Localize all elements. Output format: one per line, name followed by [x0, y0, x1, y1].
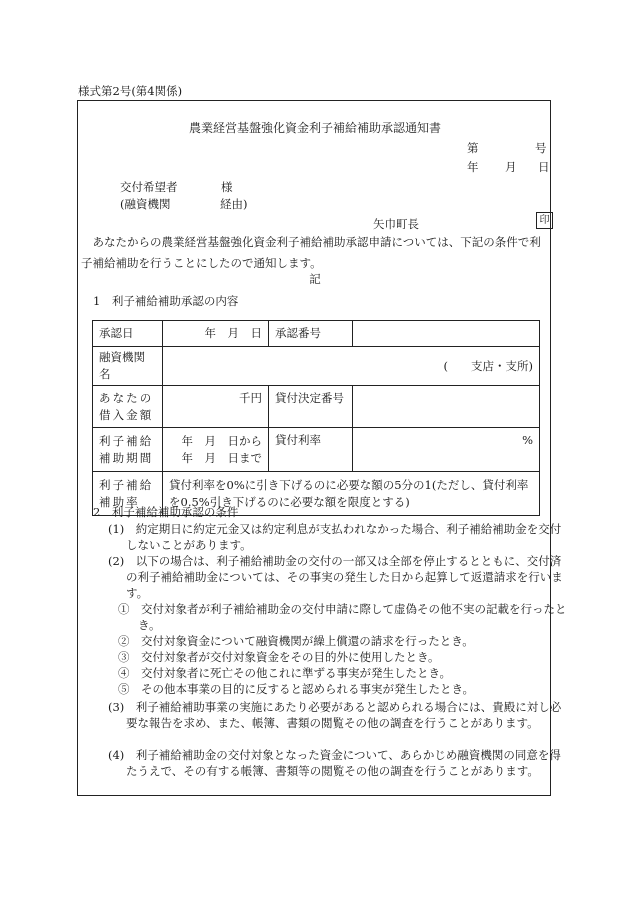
issuer-name: 矢巾町長 — [373, 217, 419, 231]
subsidy-rate-value: 貸付利率を0%に引き下げるのに必要な額の5分の1(ただし、貸付利率を0.5%引き下げるのに必要な額を限度とする) — [163, 472, 540, 516]
bank-name-label: 融資機関名 — [93, 347, 163, 386]
via-bank-suffix: 経由) — [220, 197, 248, 211]
approval-date-value: 年 月 日 — [163, 321, 269, 347]
approval-table — [92, 320, 540, 516]
loan-decision-value — [353, 386, 540, 428]
recipient-honorific: 様 — [221, 180, 233, 194]
loan-decision-label: 貸付決定番号 — [269, 386, 353, 428]
date-year: 年 — [467, 160, 479, 174]
period-label: 利子補給補助期間 — [93, 428, 163, 472]
seal-stamp: 印 — [536, 212, 553, 229]
document-title: 農業経営基盤強化資金利子補給補助承認通知書 — [188, 121, 441, 135]
table-row — [93, 428, 540, 472]
date-day: 日 — [538, 160, 550, 174]
table-row — [93, 321, 540, 347]
condition-2-item-3: ③ 交付対象者が交付対象資金をその目的外に使用したとき。 — [118, 650, 440, 664]
condition-2-item-5: ⑤ その他本事業の目的に反すると認められる事実が発生したとき。 — [118, 682, 475, 696]
form-label: 様式第2号(第4関係) — [78, 84, 183, 98]
loan-rate-label: 貸付利率 — [269, 428, 353, 472]
document-number-suffix: 号 — [535, 141, 547, 155]
section1-title: 1 利子補給補助承認の内容 — [93, 294, 239, 308]
period-from: 年 月 日から — [181, 433, 262, 448]
table-row — [93, 347, 540, 386]
condition-2-item-2: ② 交付対象資金について融資機関が繰上償還の請求を行ったとき。 — [118, 634, 474, 648]
subsidy-rate-label: 利子補給補助率 — [93, 472, 163, 516]
approval-date-label: 承認日 — [93, 321, 163, 347]
approval-number-label: 承認番号 — [269, 321, 353, 347]
ki-heading: 記 — [309, 272, 321, 286]
approval-number-value — [353, 321, 540, 347]
period-value — [163, 428, 269, 472]
loan-amount-label: あなたの借入金額 — [93, 386, 163, 428]
loan-rate-value: % — [353, 428, 540, 472]
condition-2-item-4: ④ 交付対象者に死亡その他これに準ずる事実が発生したとき。 — [118, 666, 452, 680]
period-to: 年 月 日まで — [181, 450, 262, 465]
condition-4: (4) 利子補給補助金の交付対象となった資金について、あらかじめ融資機関の同意を得たうえで、その有する帳簿、書類等の閲覧その他の調査を行うことがあります。 — [108, 748, 561, 778]
condition-3: (3) 利子補給補助事業の実施にあたり必要があると認められる場合には、貴殿に対し必要な報告を求め、また、帳簿、書類の閲覧その他の調査を行うことがあります。 — [108, 700, 562, 730]
condition-2-item-1: ① 交付対象者が利子補給補助金の交付申請に際して虚偽その他不実の記載を行ったとき。 — [118, 602, 567, 632]
condition-1: (1) 約定期日に約定元金又は約定利息が支払われなかった場合、利子補給補助金を交付しないことがあります。 — [108, 522, 562, 552]
section2-title: 2 利子補給補助承認の条件 — [93, 505, 239, 519]
table-row — [93, 386, 540, 428]
document-number-prefix: 第 — [467, 141, 479, 155]
condition-2: (2) 以下の場合は、利子補給補助金の交付の一部又は全部を停止するとともに、交付済の利子補給補助金については、その事実の発生した日から起算して返還請求を行います。 — [108, 554, 563, 600]
date-month: 月 — [505, 160, 517, 174]
via-bank-label: (融資機関 — [120, 197, 171, 211]
bank-name-value: ( 支店・支所) — [163, 347, 540, 386]
recipient-label: 交付希望者 — [120, 180, 178, 194]
loan-amount-value: 千円 — [163, 386, 269, 428]
intro-paragraph: あなたからの農業経営基盤強化資金利子補給補助承認申請については、下記の条件で利子補給補助を行うことにしたので通知します。 — [81, 235, 541, 270]
